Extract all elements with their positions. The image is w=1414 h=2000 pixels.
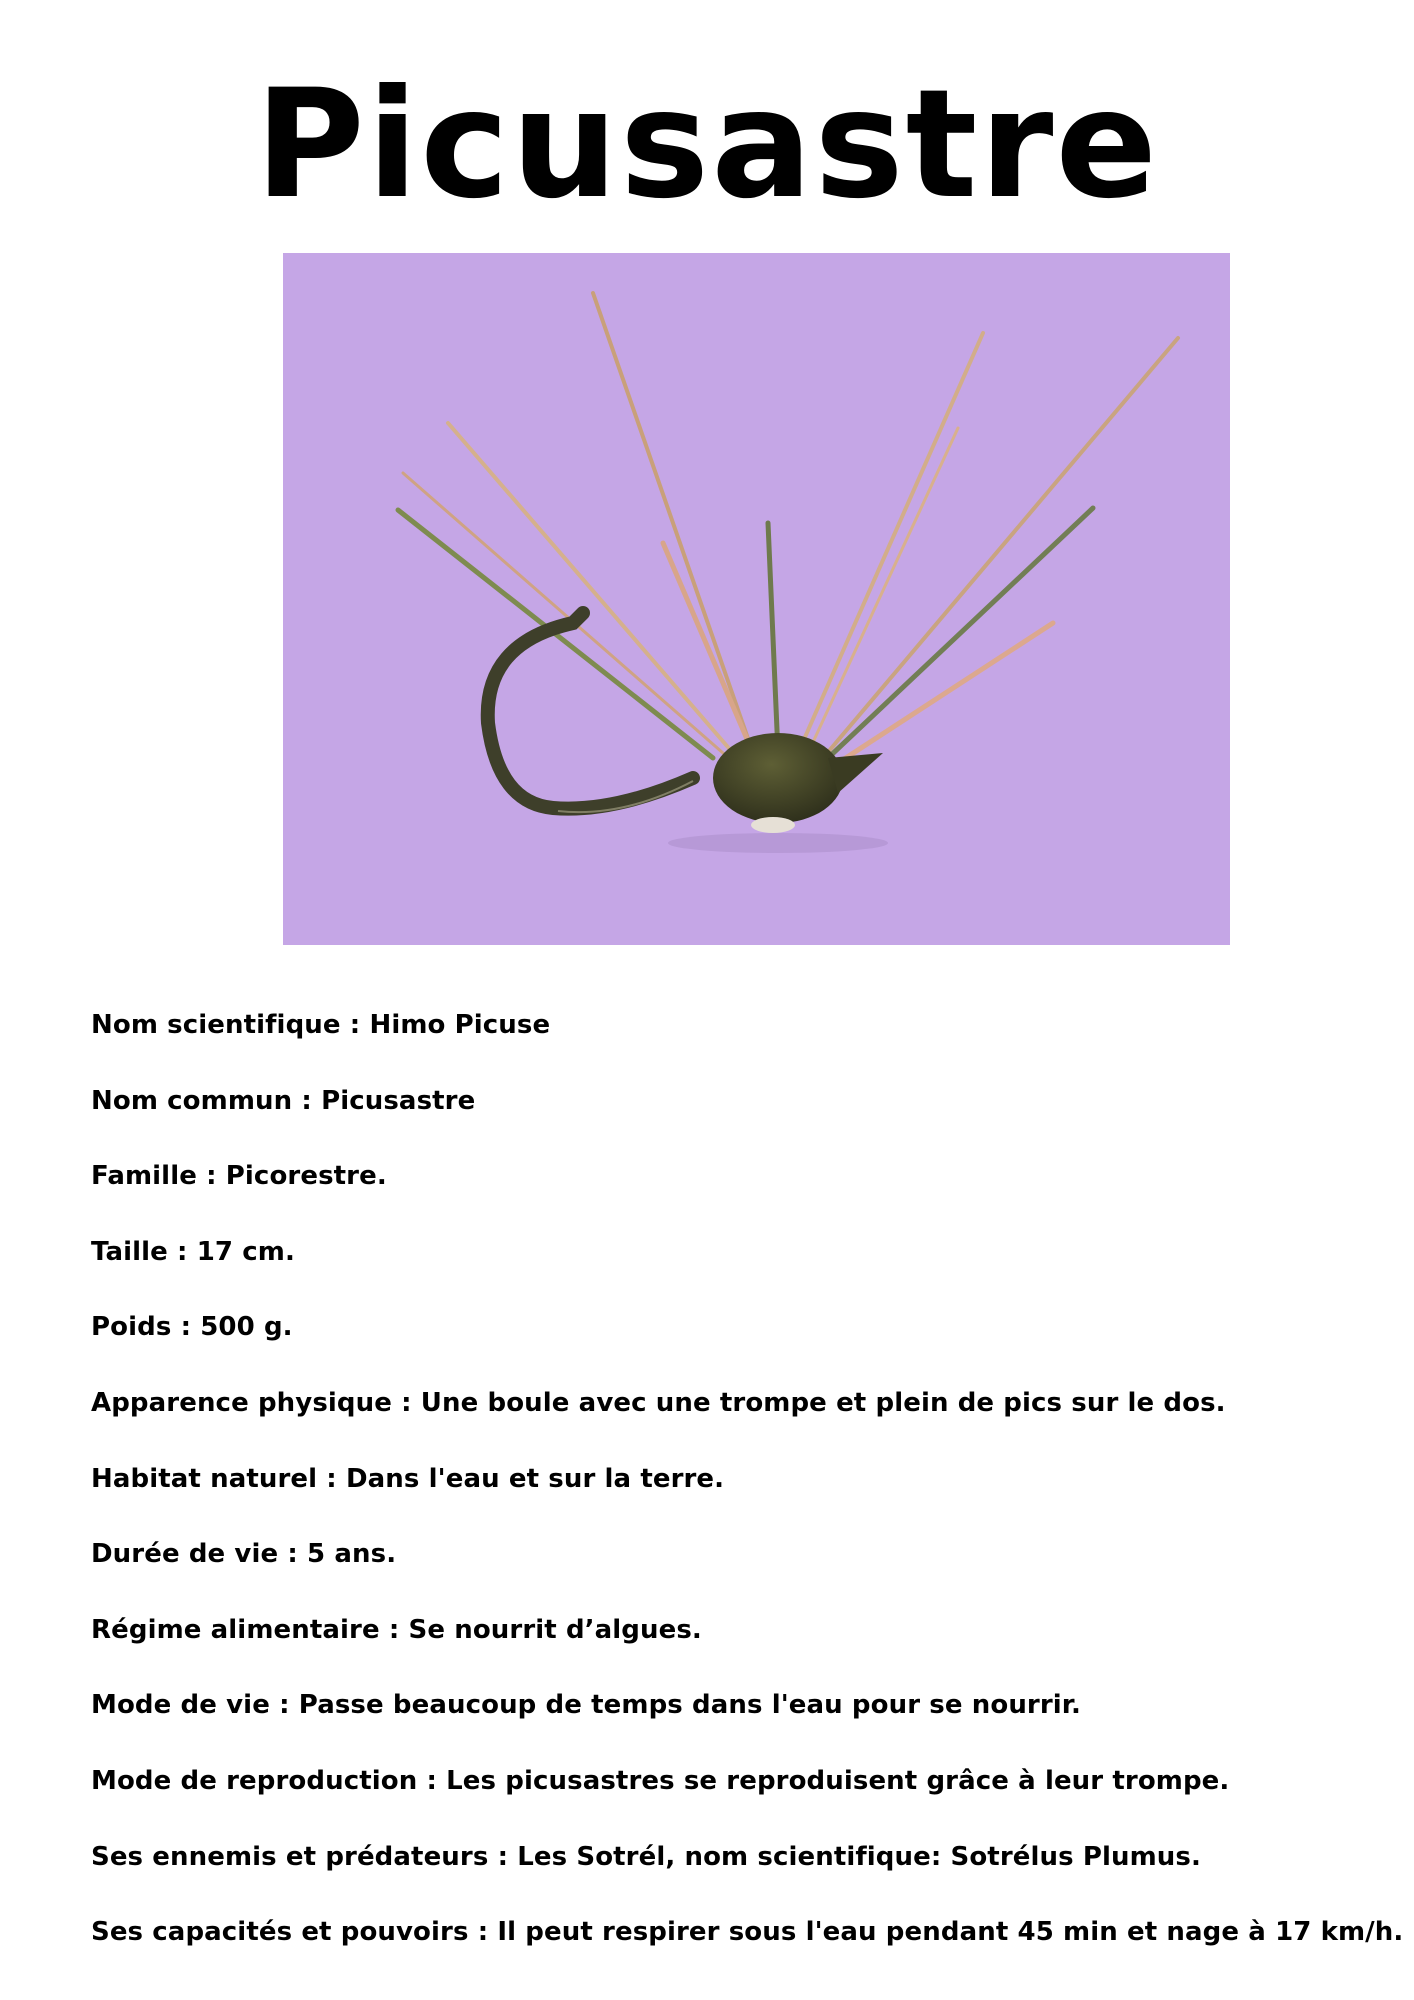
trunk [488,613,693,809]
facts-list [91,1005,1404,1988]
fact-famille: Famille : Picorestre. [91,1161,387,1192]
fact-poids: Poids : 500 g. [91,1312,293,1343]
fact-capacites: Ses capacités et pouvoirs : Il peut respirer sous l'eau pendant 45 min et nage à 17 km/h. [91,1917,1404,1948]
fact-mode-de-vie: Mode de vie : Passe beaucoup de temps dans l'eau pour se nourrir. [91,1690,1081,1721]
spikes [398,293,1178,763]
fact-regime: Régime alimentaire : Se nourrit d’algues. [91,1614,702,1645]
fact-apparence: Apparence physique : Une boule avec une trompe et plein de pics sur le dos. [91,1387,1226,1418]
fact-nom-commun: Nom commun : Picusastre [91,1085,476,1116]
fact-predateurs: Ses ennemis et prédateurs : Les Sotrél, nom scientifique: Sotrélus Plumus. [91,1841,1201,1872]
fact-taille: Taille : 17 cm. [91,1236,295,1267]
fact-habitat: Habitat naturel : Dans l'eau et sur la terre. [91,1463,725,1494]
foot [751,817,795,833]
body [713,733,843,823]
fact-duree-de-vie: Durée de vie : 5 ans. [91,1539,397,1570]
creature-illustration [283,253,1230,945]
fact-reproduction: Mode de reproduction : Les picusastres se reproduisent grâce à leur trompe. [91,1765,1230,1796]
fact-nom-scientifique: Nom scientifique : Himo Picuse [91,1010,551,1040]
page-title: Picusastre [254,58,1160,232]
creature-photo [283,253,1230,945]
